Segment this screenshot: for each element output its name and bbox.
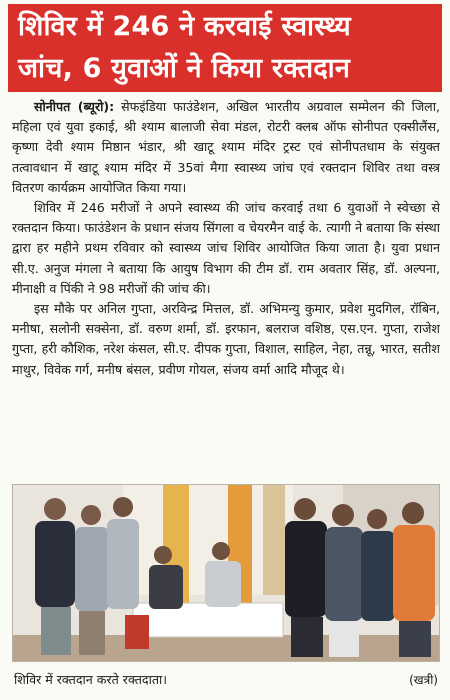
group-photo-illustration: [13, 485, 439, 661]
news-photo: [12, 484, 440, 662]
article-paragraph-2: शिविर में 246 मरीजों ने अपने स्वास्थ्य की जांच करवाई तथा 6 युवाओं ने स्वेच्छा से रक्तदान किया। फाउंडेशन के प्रधान संजय सिंगला व चेयरमैन वाई के. त्यागी ने बताया कि संस्था द्वारा हर महीने प्रथम रविवार को स्वास्थ्य जांच शिविर आयोजित किया जाता है। युवा प्रधान सी.ए. अनुज मंगला ने बताया कि आयुष विभाग की टीम डॉ. राम अवतार सिंह, डॉ. अल्पना, मीनाक्षी व पिंकी ने 98 मरीजों की जांच की।: [12, 200, 440, 296]
article-paragraph-3: इस मौके पर अनिल गुप्ता, अरविन्द्र मित्तल, डॉ. अभिमन्यु कुमार, प्रवेश मुदगिल, रॉबिन, मनीषा, सलोनी सक्सेना, डॉ. वरुण शर्मा, डॉ. इरफान, बलराज वशिष्ठ, एस.एन. गुप्ता, राजेश गुप्ता, हरी कौशिक, नरेश कंसल, सी.ए. दीपक गुप्ता, विशाल, साहिल, नेहा, तन्नू, भारत, सतीश माथुर, विवेक गर्ग, मनीष बंसल, प्रवीण गोयल, संजय वर्मा आदि मौजूद थे।: [12, 301, 440, 377]
photo-credit: (खत्री): [409, 673, 438, 687]
article-body: [12, 97, 440, 477]
dateline: सोनीपत (ब्यूरो):: [34, 99, 115, 114]
article-paragraph-1: [12, 97, 440, 198]
headline-box: [8, 4, 442, 92]
headline-line-2: जांच, 6 युवाओं ने किया रक्तदान: [18, 53, 351, 84]
article-paragraph-1-text: सेफइंडिया फाउंडेशन, अखिल भारतीय अग्रवाल सम्मेलन की जिला, महिला एवं युवा इकाई, श्री श्याम बालाजी सेवा मंडल, रोटरी क्लब ऑफ सोनीपत एक्सीलैंस, कृष्णा देवी श्याम मिष्ठान भंडार, श्री खाटू श्याम मंदिर ट्रस्ट एवं सोनीपतधाम के संयुक्त तत्वावधान में खाटू श्याम मंदिर में 35वां मैगा स्वास्थ्य जांच एवं रक्तदान शिविर तथा वस्त्र वितरण कार्यक्रम आयोजित किया गया।: [12, 99, 440, 195]
headline-line-1: शिविर में 246 ने करवाई स्वास्थ्य: [18, 11, 351, 42]
photo-caption: शिविर में रक्तदान करते रक्तदाता।: [14, 672, 168, 687]
